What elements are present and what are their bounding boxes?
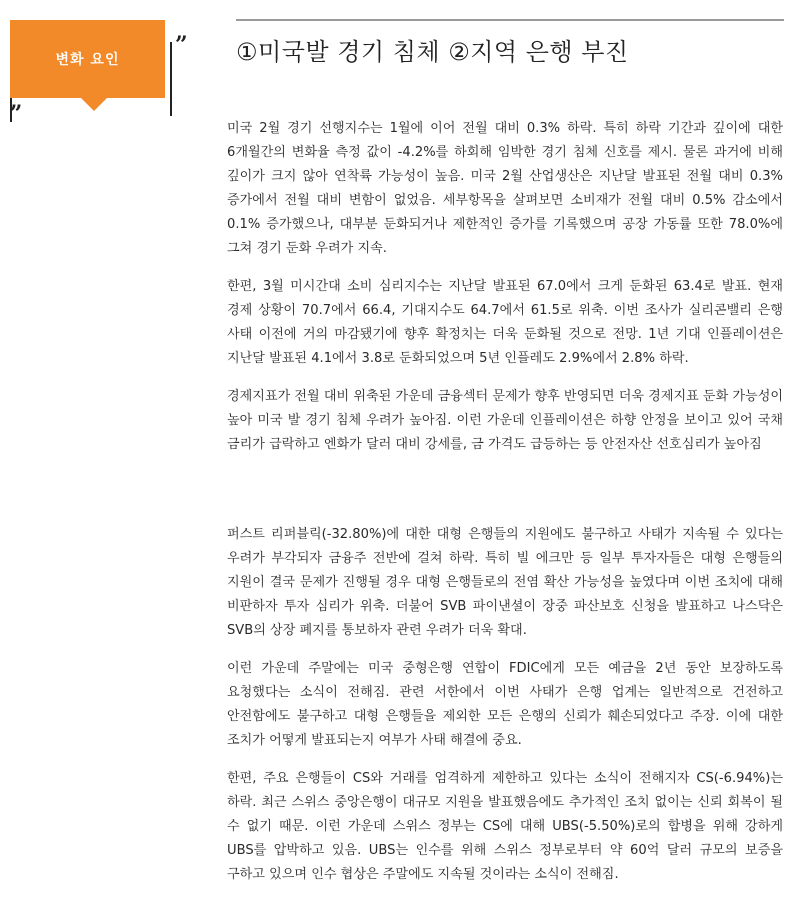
badge-box (10, 20, 165, 98)
page-title: ①미국발 경기 침체 ②지역 은행 부진 (236, 38, 629, 66)
badge-label: 변화 요인 (55, 52, 120, 68)
section-bottom (227, 523, 783, 901)
paragraph: 한편, 3월 미시간대 소비 심리지수는 지난달 발표된 67.0에서 크게 둔화된 63.4로 발표. 현재 경제 상황이 70.7에서 66.4, 기대지수도 64.7에서 61.5로 위축. 이번 조사가 실리콘밸리 은행 사태 이전에 거의 마감됐기에 향후 확정치는 더욱 둔화될 것으로 전망. 1년 기대 인플레이션은 지난달 발표된 4.1에서 3.8로 둔화되었으며 5년 인플레도 2.9%에서 2.8% 하락. (227, 279, 783, 366)
header-divider (236, 19, 784, 21)
close-quote-icon: ” (175, 32, 188, 58)
paragraph: 이런 가운데 주말에는 미국 중형은행 연합이 FDIC에게 모든 예금을 2년 동안 보장하도록 요청했다는 소식이 전해짐. 관련 서한에서 이번 사태가 은행 업계는 일반적으로 건전하고 안전함에도 불구하고 대형 은행들을 제외한 모든 은행의 신뢰가 훼손되었다고 주장. 이에 대한 조치가 어떻게 발표되는지 여부가 사태 해결에 중요. (227, 661, 783, 748)
section-top (227, 117, 783, 471)
paragraph: 미국 2월 경기 선행지수는 1월에 이어 전월 대비 0.3% 하락. 특히 하락 기간과 깊이에 대한 6개월간의 변화율 측정 값이 -4.2%를 하회해 임박한 경기 침체 신호를 제시. 물론 과거에 비해 깊이가 크지 않아 연착륙 가능성이 높음. 미국 2월 산업생산은 지난달 발표된 전월 대비 0.3% 증가에서 전월 대비 변함이 없었음. 세부항목을 살펴보면 소비재가 전월 대비 0.5% 감소에서 0.1% 증가했으나, 대부분 둔화되거나 제한적인 증가를 기록했으며 공장 가동률 또한 78.0%에 그쳐 경기 둔화 우려가 지속. (227, 121, 783, 256)
open-quote-icon: „ (10, 88, 23, 114)
paragraph: 퍼스트 리퍼블릭(-32.80%)에 대한 대형 은행들의 지원에도 불구하고 사태가 지속될 수 있다는 우려가 부각되자 금융주 전반에 걸쳐 하락. 특히 빌 에크만 등 일부 투자자들은 대형 은행들의 지원이 결국 문제가 진행될 경우 대형 은행들로의 전염 확산 가능성을 높였다며 이번 조치에 대해 비판하자 투자 심리가 위축. 더불어 SVB 파이낸셜이 장중 파산보호 신청을 발표하고 나스닥은 SVB의 상장 폐지를 통보하자 관련 우려가 더욱 확대. (227, 527, 783, 638)
badge-bracket-right (170, 42, 172, 116)
paragraph: 한편, 주요 은행들이 CS와 거래를 엄격하게 제한하고 있다는 소식이 전해지자 CS(-6.94%)는 하락. 최근 스위스 중앙은행이 대규모 지원을 발표했음에도 추가적인 조치 없이는 신뢰 회복이 될 수 없기 때문. 이런 가운데 스위스 정부는 CS에 대해 UBS(-5.50%)로의 합병을 위해 강하게 UBS를 압박하고 있음. UBS는 인수를 위해 스위스 정부로부터 약 60억 달러 규모의 보증을 구하고 있으며 인수 협상은 주말에도 지속될 것이라는 소식이 전해짐. (227, 771, 783, 882)
paragraph: 경제지표가 전월 대비 위축된 가운데 금융섹터 문제가 향후 반영되면 더욱 경제지표 둔화 가능성이 높아 미국 발 경기 침체 우려가 높아짐. 이런 가운데 인플레이션은 하향 안정을 보이고 있어 국채 금리가 급락하고 엔화가 달러 대비 강세를, 금 가격도 급등하는 등 안전자산 선호심리가 높아짐 (227, 389, 783, 452)
badge-pointer (80, 97, 108, 111)
section-badge (10, 20, 188, 120)
